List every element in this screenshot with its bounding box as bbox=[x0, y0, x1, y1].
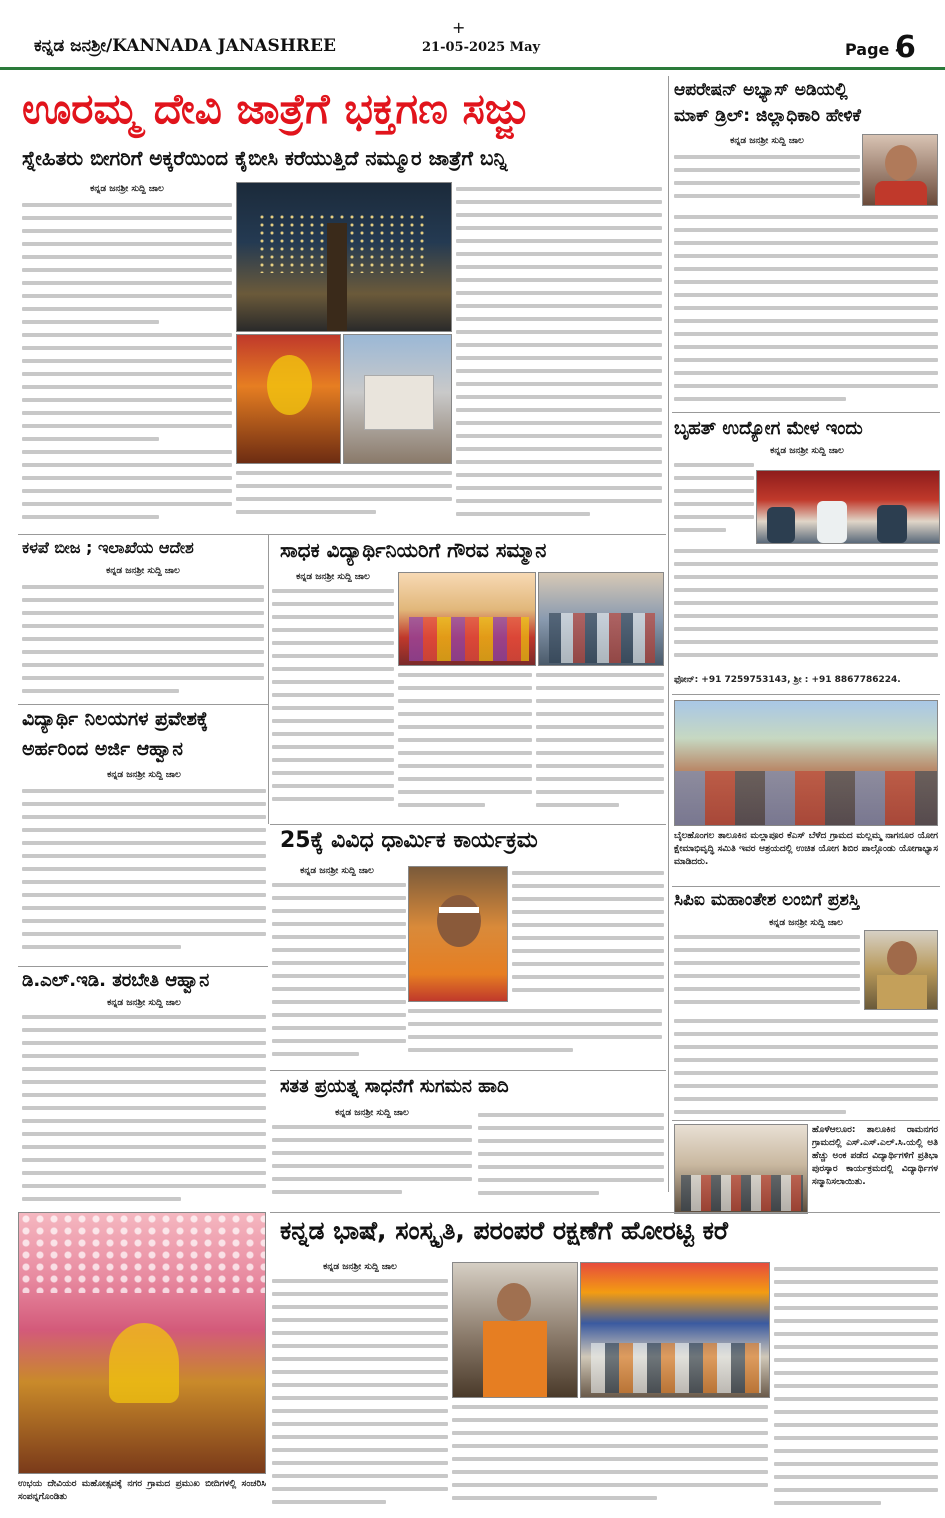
dais-photo bbox=[580, 1262, 770, 1398]
dled-headline: ಡಿ.ಎಲ್.ಇಡಿ. ತರಬೇತಿ ಆಹ್ವಾನ bbox=[22, 970, 210, 991]
kannada-headline: ಕನ್ನಡ ಭಾಷೆ, ಸಂಸ್ಕೃತಿ, ಪರಂಪರೆ ರಕ್ಷಣೆಗೆ ಹೋರಟ್ಟಿ ಕರೆ bbox=[280, 1216, 729, 1245]
students-byline: ಕನ್ನಡ ಜನಶ್ರೀ ಸುದ್ದಿ ಜಾಲ bbox=[296, 572, 370, 582]
newspaper-title: ಕನ್ನಡ ಜನಶ್ರೀ/KANNADA JANASHREE bbox=[34, 36, 336, 56]
lead-body-col2 bbox=[236, 466, 452, 528]
registration-mark-icon: + bbox=[452, 18, 466, 37]
hostel-byline: ಕನ್ನಡ ಜನಶ್ರೀ ಸುದ್ದಿ ಜಾಲ bbox=[107, 770, 181, 780]
lead-headline: ಊರಮ್ಮ ದೇವಿ ಜಾತ್ರೆಗೆ ಭಕ್ತಗಣ ಸಜ್ಜು bbox=[22, 84, 530, 133]
students-headline: ಸಾಧಕ ವಿದ್ಯಾರ್ಥಿನಿಯರಿಗೆ ಗೌರವ ಸಮ್ಮಾನ bbox=[280, 538, 547, 562]
mockdrill-byline: ಕನ್ನಡ ಜನಶ್ರೀ ಸುದ್ದಿ ಜಾಲ bbox=[730, 136, 804, 146]
page-number: 6 bbox=[895, 30, 916, 65]
hostel-body bbox=[22, 784, 266, 960]
effort-headline: ಸತತ ಪ್ರಯತ್ನ ಸಾಧನೆಗೆ ಸುಗಮನ ಹಾದಿ bbox=[280, 1076, 509, 1097]
kannada-body-col1 bbox=[272, 1274, 448, 1512]
effort-body-col1 bbox=[272, 1120, 472, 1206]
religious-body-col2 bbox=[408, 1004, 662, 1068]
religious-body-col3 bbox=[512, 866, 664, 1002]
jobfair-body-left bbox=[674, 458, 754, 538]
religious-body-col1 bbox=[272, 878, 406, 1068]
cpi-portrait bbox=[864, 930, 938, 1010]
cpi-byline: ಕನ್ನಡ ಜನಶ್ರೀ ಸುದ್ದಿ ಜಾಲ bbox=[769, 918, 843, 928]
students-body-col2 bbox=[398, 668, 532, 818]
kannada-body-col2 bbox=[452, 1400, 768, 1512]
mockdrill-body bbox=[674, 210, 938, 408]
felicitation-caption: ಹೊಳೆಆಲೂರ: ತಾಲೂಕಿನ ರಾಮನಗರ ಗ್ರಾಮದಲ್ಲಿ ಎಸ್.ಎಸ್.ಎಲ್.ಸಿ.ಯಲ್ಲಿ ಅತಿ ಹೆಚ್ಚು ಅಂಕ ಪಡೆದ ವಿದ್ಯಾರ್ಥಿಗಳಿಗೆ ಪ್ರತಿಭಾ ಪುರಸ್ಕಾರ ಕಾರ್ಯಕ್ರಮದಲ್ಲಿ ವಿದ್ಯಾರ್ಥಿಗಳ ಸನ್ಮಾನಿಸಲಾಯಿತು. bbox=[812, 1125, 938, 1187]
jobfair-contact: ಫೋನ್: +91 7259753143, ಶ್ರೀ : +91 8867786224. bbox=[674, 675, 901, 685]
lead-body-col1 bbox=[22, 198, 232, 528]
dled-byline: ಕನ್ನಡ ಜನಶ್ರೀ ಸುದ್ದಿ ಜಾಲ bbox=[107, 998, 181, 1008]
cpi-body bbox=[674, 1014, 938, 1118]
festival-photo bbox=[18, 1212, 266, 1474]
swamiji-portrait bbox=[408, 866, 508, 1002]
hostel-headline-1: ವಿದ್ಯಾರ್ಥಿ ನಿಲಯಗಳ ಪ್ರವೇಶಕ್ಕೆ bbox=[22, 708, 208, 730]
cpi-body-top bbox=[674, 930, 860, 1014]
mockdrill-headline-1: ಆಪರೇಷನ್ ಅಭ್ಯಾಸ್ ಅಡಿಯಲ್ಲಿ bbox=[674, 80, 848, 100]
effort-body-col2 bbox=[478, 1108, 664, 1206]
seed-byline: ಕನ್ನಡ ಜನಶ್ರೀ ಸುದ್ದಿ ಜಾಲ bbox=[106, 566, 180, 576]
students-body-col3 bbox=[536, 668, 664, 818]
religious-byline: ಕನ್ನಡ ಜನಶ್ರೀ ಸುದ್ದಿ ಜಾಲ bbox=[300, 866, 374, 876]
kannada-byline: ಕನ್ನಡ ಜನಶ್ರೀ ಸುದ್ದಿ ಜಾಲ bbox=[323, 1262, 397, 1272]
temple-photo bbox=[343, 334, 452, 464]
yoga-photo bbox=[674, 700, 938, 826]
students-body-col1 bbox=[272, 584, 394, 816]
mockdrill-body-top bbox=[674, 150, 860, 210]
seed-body bbox=[22, 580, 264, 700]
deity-photo bbox=[236, 334, 341, 464]
felicitation-photo bbox=[674, 1124, 808, 1214]
dled-body bbox=[22, 1010, 266, 1206]
lead-body-col3 bbox=[456, 182, 662, 528]
issue-date: 21-05-2025 May bbox=[422, 40, 541, 55]
lights-photo bbox=[236, 182, 452, 332]
cpi-headline: ಸಿಪಿಐ ಮಹಾಂತೇಶ ಲಂಬಿಗೆ ಪ್ರಶಸ್ತಿ bbox=[674, 890, 860, 910]
effort-byline: ಕನ್ನಡ ಜನಶ್ರೀ ಸುದ್ದಿ ಜಾಲ bbox=[335, 1108, 409, 1118]
seed-headline: ಕಳಪೆ ಬೀಜ ; ಇಲಾಖೆಯ ಆದೇಶ bbox=[22, 538, 194, 557]
lead-subhead: ಸ್ನೇಹಿತರು ಬೀಗರಿಗೆ ಅಕ್ಕರೆಯಿಂದ ಕೈಬೀಸಿ ಕರೆಯುತ್ತಿದೆ ನಮ್ಮೂರ ಜಾತ್ರೆಗೆ ಬನ್ನಿ bbox=[22, 146, 508, 170]
lead-byline: ಕನ್ನಡ ಜನಶ್ರೀ ಸುದ್ದಿ ಜಾಲ bbox=[90, 184, 164, 194]
religious-headline: 25ಕ್ಕೆ ವಿವಿಧ ಧಾರ್ಮಿಕ ಕಾರ್ಯಕ್ರಮ bbox=[280, 828, 538, 853]
jobfair-body bbox=[674, 544, 938, 674]
jobfair-photo bbox=[756, 470, 940, 544]
festival-caption: ಉಭಯ ದೇವಿಯರ ಮಹೋತ್ಸವಕ್ಕೆ ನಗರ ಗ್ರಾಮದ ಪ್ರಮುಖ ಬೀದಿಗಳಲ್ಲಿ ಸಂಚರಿಸಿ ಸಂಪನ್ನಗೊಂಡಿತು bbox=[18, 1479, 266, 1502]
yoga-caption: ಬೈಲಹೊಂಗಲ ತಾಲೂಕಿನ ಮಲ್ಲಾಪೂರ ಕೆಎಸ್ ಬೆಳೆದ ಗ್ರಾಮದ ಮಲ್ಲಮ್ಮ ನಾಗನೂರ ಯೋಗ ಕ್ಷೇಮಾಭಿವೃದ್ಧಿ ಸಮಿತಿ ಇವರ ಆಶ್ರಯದಲ್ಲಿ ಉಚಿತ ಯೋಗ ಶಿಬಿರ ಪಾಲ್ಗೊಂಡು ಯೋಗಾಭ್ಯಾಸ ಮಾಡಿದರು. bbox=[674, 831, 938, 867]
speaker-photo bbox=[452, 1262, 578, 1398]
hostel-headline-2: ಅರ್ಹರಿಂದ ಅರ್ಜಿ ಆಹ್ವಾನ bbox=[22, 738, 183, 760]
students-award-photo bbox=[538, 572, 664, 666]
masthead bbox=[0, 0, 945, 70]
students-stage-photo bbox=[398, 572, 536, 666]
page-label: Page - bbox=[845, 40, 902, 59]
jobfair-byline: ಕನ್ನಡ ಜನಶ್ರೀ ಸುದ್ದಿ ಜಾಲ bbox=[770, 446, 844, 456]
collector-portrait bbox=[862, 134, 938, 206]
kannada-body-col3 bbox=[774, 1262, 938, 1512]
jobfair-headline: ಬೃಹತ್ ಉದ್ಯೋಗ ಮೇಳ ಇಂದು bbox=[674, 418, 863, 439]
mockdrill-headline-2: ಮಾಕ್ ಡ್ರಿಲ್: ಜಿಲ್ಲಾಧಿಕಾರಿ ಹೇಳಿಕೆ bbox=[674, 106, 861, 126]
